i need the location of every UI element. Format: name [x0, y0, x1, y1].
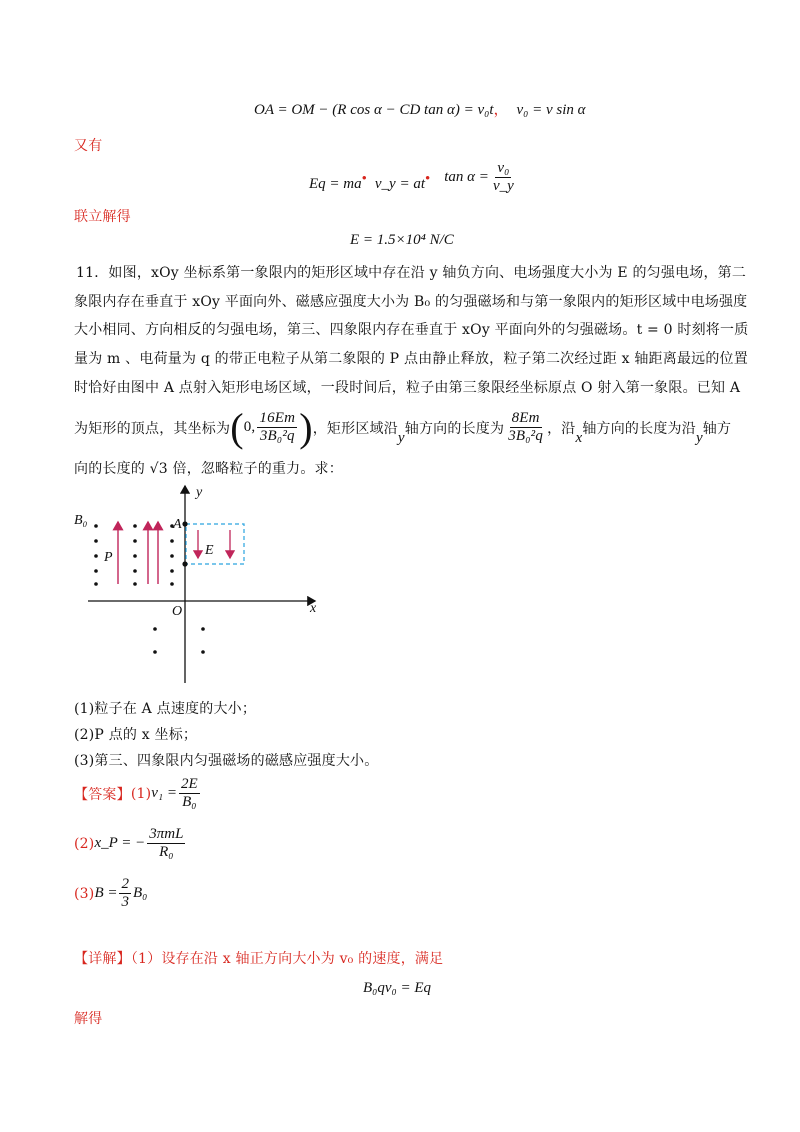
- fraction-length: [506, 410, 545, 446]
- answer-tag: 【答案】: [74, 786, 131, 803]
- answer-3-prefix: (3): [74, 885, 95, 902]
- label-e: E: [205, 543, 214, 558]
- fraction-answer-2: [147, 826, 185, 862]
- problem-line-7: 向的长度的 √3 倍，忽略粒子的重力。求：: [74, 461, 343, 477]
- axis-x-letter: x: [575, 430, 583, 446]
- problem-line-6-b: ，矩形区域沿: [312, 420, 398, 437]
- label-jiede: 解得: [74, 1011, 103, 1027]
- label-b0: B₀: [74, 513, 88, 528]
- answer-2-lhs: x_P = −: [94, 835, 146, 852]
- fraction-num: 2E: [179, 776, 200, 794]
- label-p: P: [104, 550, 113, 565]
- problem-line-6-d: ，沿: [547, 420, 576, 437]
- axis-y-letter: y: [695, 430, 703, 446]
- answer-1: [74, 776, 202, 812]
- question-1: (1)粒子在 A 点速度的大小；: [74, 701, 257, 717]
- problem-line-5: 时恰好由图中 A 点射入矩形电场区域，一段时间后，粒子由第三象限经坐标原点 O 射入第一象限。已知 A: [74, 380, 741, 396]
- coord-zero: 0,: [243, 419, 256, 435]
- problem-line-2: 象限内存在垂直于 xOy 平面向外、磁感应强度大小为 B₀ 的匀强磁场和与第一象限内的矩形区域中电场强度: [74, 294, 748, 310]
- electric-field-rectangle: [186, 524, 244, 564]
- equation-tan-lhs: tan α =: [444, 169, 489, 186]
- point-rect-corner: [182, 561, 187, 566]
- problem-line-6-a: 为矩形的顶点，其坐标为: [74, 420, 231, 437]
- problem-line-1: 11．如图，xOy 坐标系第一象限内的矩形区域中存在沿 y 轴负方向、电场强度大小为 E 的匀强电场，第二: [76, 265, 747, 281]
- answer-1-prefix: (1): [130, 785, 152, 802]
- equation-eq-ma: Eq = ma: [309, 176, 362, 193]
- problem-line-3: 大小相同、方向相反的匀强电场，第三、四象限内存在垂直于 xOy 平面向外的匀强磁场。t = 0 时刻将一质: [74, 322, 749, 338]
- fraction-den: 3B₀²q: [508, 428, 544, 444]
- label-a: A: [173, 517, 182, 532]
- problem-line-6-c: 轴方向的长度为: [404, 420, 505, 437]
- label-y: y: [196, 485, 203, 500]
- paren-open: (: [230, 405, 244, 450]
- answer-3-lhs: B =: [94, 885, 118, 902]
- field-diagram: [60, 478, 330, 688]
- electric-field-arrows-up: [118, 522, 158, 584]
- problem-line-6-e: 轴方向的长度为沿: [582, 420, 696, 437]
- fraction-tan: [491, 160, 516, 196]
- fraction-num: v₀: [495, 160, 511, 178]
- problem-line-4: 量为 m 、电荷量为 q 的带正电粒子从第二象限的 P 点由静止释放，粒子第二次经过距 x 轴距离最远的位置: [74, 351, 748, 367]
- equation-lorentz: B₀qv₀ = Eq: [363, 980, 432, 996]
- fraction-den: 3B₀²q: [259, 428, 295, 444]
- answer-1-lhs: v₁ =: [151, 785, 177, 802]
- equation-oa-text: OA = OM − (R cos α − CD tan α) = v₀t: [254, 102, 494, 118]
- problem-line-6: [74, 404, 731, 451]
- detail-text: （1）设存在沿 x 轴正方向大小为 v₀ 的速度，满足: [130, 951, 444, 967]
- fraction-den: v_y: [492, 178, 514, 195]
- fraction-num: 8Em: [510, 410, 542, 428]
- fraction-num: 2: [119, 876, 131, 894]
- axis-y-letter: y: [397, 430, 405, 446]
- fraction-den: 3: [121, 894, 129, 911]
- detail-line: [74, 948, 443, 968]
- label-youyou: 又有: [74, 138, 103, 154]
- label-x: x: [310, 601, 317, 616]
- equation-vy: v_y = at: [374, 176, 425, 193]
- question-3: (3)第三、四象限内匀强磁场的磁感应强度大小。: [74, 753, 379, 769]
- equation-oa: [254, 98, 586, 119]
- equation-e-result: E = 1.5×10⁴ N/C: [350, 232, 454, 248]
- detail-tag: 【详解】: [74, 951, 131, 967]
- equation-separator: ，: [493, 100, 509, 118]
- paren-close: ): [299, 405, 313, 450]
- equation-group-2: [309, 160, 518, 196]
- electric-field-arrows-down: [198, 530, 230, 558]
- fraction-num: 3πmL: [147, 826, 185, 844]
- fraction-answer-1: [179, 776, 200, 812]
- answer-2-prefix: (2): [74, 835, 95, 852]
- question-2: (2)P 点的 x 坐标；: [74, 727, 198, 743]
- answer-3: [74, 876, 147, 912]
- fraction-den: R₀: [159, 844, 174, 861]
- separator-dot: •: [361, 171, 367, 188]
- label-o: O: [172, 604, 183, 619]
- fraction-answer-3: [119, 876, 131, 912]
- label-lianli-jiede: 联立解得: [74, 209, 131, 225]
- equation-v0: v₀ = v sin α: [516, 102, 586, 118]
- point-a: [182, 521, 187, 526]
- magnetic-field-dots-q34: [153, 627, 205, 654]
- answer-2: [74, 826, 187, 862]
- fraction-num: 16Em: [257, 410, 297, 428]
- answer-3-rhs: B₀: [132, 885, 148, 902]
- separator-dot: •: [425, 171, 431, 188]
- fraction-coord: [257, 410, 297, 446]
- fraction-den: B₀: [182, 794, 197, 811]
- problem-line-6-f: 轴方: [702, 420, 732, 437]
